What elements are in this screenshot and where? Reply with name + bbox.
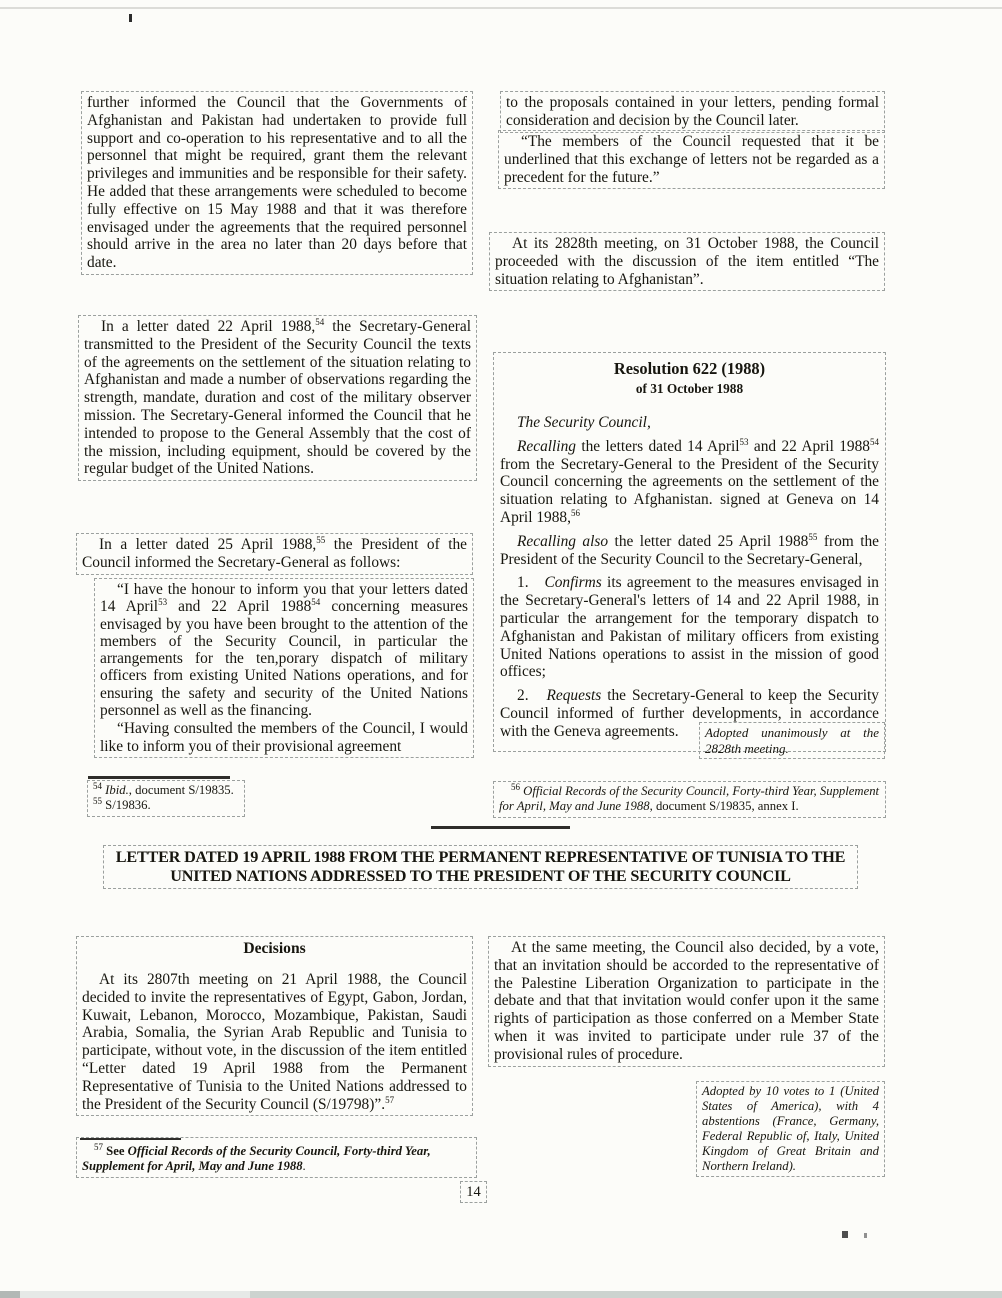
paragraph-2807th-meeting: At its 2807th meeting on 21 April 1988, the Council decided to invite the representatives of Egypt, Gabon, Jordan, Kuwait, Lebanon, Morocco, Mozambique, Pakistan, Saudi Arabia, Somalia, the Syrian Arab Republic and Tunisia to participate, without vote, in the discussion of the item entitled “Letter dated 19 April 1988 from the Permanent Representative of Tunisia to the United Nations addressed to the President of the Security Council (S/19798)”.$^{57}$ xyxy=(82,971,467,1113)
scan-top-edge-line xyxy=(0,7,1002,9)
quote-members-requested xyxy=(498,130,885,189)
resolution-preamble-recalling-also: Recalling also the letter dated 25 April 1988$^{55}$ from the President of the Security Council to the Secretary-General, xyxy=(500,531,879,568)
scan-speck xyxy=(842,1231,848,1238)
resolution-operative-1: 1. Confirms its agreement to the measures envisaged in the Secretary-General's letters of 14 and 22 April 1988, in particular the arrangement for the temporary dispatch to Afghanistan and Pakistan of military officers from existing United Nations operations to assist in the mission of good offices; xyxy=(500,574,879,681)
paragraph-letter-25-april xyxy=(76,533,473,575)
paragraph-text: further informed the Council that the Governments of Afghanistan and Pakistan had undertaken to provide full support and co-operation to his representative and to all the personnel that might be required, grant them the relevant privileges and immunities and be responsible for their safety. He added that these arrangements were scheduled to become fully effective on 15 May 1988 and that it was therefore envisaged under the agreements that the required personnel should arrive in the area no later than 20 days before that date. xyxy=(87,94,467,272)
quote-paragraph: “The members of the Council requested that it be underlined that this exchange of letters not be regarded as a precedent for the future.” xyxy=(504,133,879,186)
footnote-text: $^{57}$ See Official Records of the Security Council, Forty-third Year, Supplement for April, May and June 1988. xyxy=(82,1141,431,1174)
footnote-text: $^{56}$ Official Records of the Security Council, Forty-third Year, Supplement for April, May and June 1988, document S/19835, annex I. xyxy=(499,781,880,814)
section-divider-rule xyxy=(431,826,570,829)
resolution-622-block xyxy=(493,352,886,752)
paragraph-2828th-meeting xyxy=(489,232,885,291)
adoption-text: Adopted by 10 votes to 1 (United States of America), with 4 abstentions (France, Germany, Federal Republic of, Italy, United Kingdom of Great Britain and Northern Ireland). xyxy=(702,1084,879,1173)
blockquote-president-letter xyxy=(94,578,474,758)
heading-line-1: LETTER DATED 19 APRIL 1988 FROM THE PERMANENT REPRESENTATIVE OF TUNISIA TO THE xyxy=(115,848,846,866)
scan-bottom-bar-dark xyxy=(0,1291,20,1298)
adoption-text: Adopted unanimously at the 2828th meeting. xyxy=(705,725,879,756)
footnote-56 xyxy=(493,781,886,818)
page-number-text: 14 xyxy=(466,1184,481,1200)
paragraph-same-meeting-plo xyxy=(488,936,885,1067)
resolution-preamble-opening: The Security Council, xyxy=(517,414,651,431)
paragraph-text: At its 2828th meeting, on 31 October 1988, the Council proceeded with the discussion of the item entitled “The situation relating to Afghanistan”. xyxy=(495,235,879,288)
decisions-heading: Decisions xyxy=(243,940,306,957)
paragraph-text: In a letter dated 22 April 1988,54 the Secretary-General transmitted to the President of the Security Council the texts of the agreements on the settlement of the situation relating to Afghanistan and made a number of observations regarding the strength, mandate, duration and cost of the military observer mission. The Secretary-General informed the Council that he intended to propose to the General Assembly that the cost of the mission, including equipment, should be covered by the regular budget of the United Nations. xyxy=(84,316,472,478)
adopted-by-vote-note xyxy=(696,1081,885,1177)
resolution-operative-2: 2. Requests the Secretary-General to keep the Security Council informed of further developments, in accordance with the Geneva agreements. xyxy=(500,687,879,740)
quote-paragraph: to the proposals contained in your letters, pending formal consideration and decision by the Council later. xyxy=(506,94,879,129)
footnote-57 xyxy=(76,1137,477,1178)
heading-line-2: UNITED NATIONS ADDRESSED TO THE PRESIDENT OF THE SECURITY COUNCIL xyxy=(170,866,791,885)
resolution-preamble-recalling: Recalling the letters dated 14 April$^{53}$ and 22 April 1988$^{54}$ from the Secretary-General to the President of the Security Council concerning the agreements on the settlement of the situation relating to Afghanistan. signed at Geneva on 14 April 1988,56 xyxy=(500,436,879,526)
paragraph-governments-support xyxy=(81,91,473,275)
scan-artifact-mark xyxy=(129,14,132,22)
resolution-title: Resolution 622 (1988) xyxy=(613,359,766,378)
resolution-date: of 31 October 1988 xyxy=(635,381,744,396)
paragraph-text: At the same meeting, the Council also decided, by a vote, that an invitation should be accorded to the representative of the Palestine Liberation Organization to participate in the debate and that that invitation would confer upon it the same rights of participation as those conferred on a Member State when it was invited to participate under rule 37 of the provisional rules of procedure. xyxy=(494,939,879,1063)
adopted-unanimously-note xyxy=(699,722,885,759)
footnote-54: $^{54}$ Ibid., document S/19835. xyxy=(93,780,234,797)
quote-continuation-proposals xyxy=(500,91,885,133)
footnote-separator-rule xyxy=(88,776,230,779)
page-number xyxy=(460,1181,487,1203)
paragraph-text: In a letter dated 25 April 1988,55 the President of the Council informed the Secretary-General as follows: xyxy=(82,534,467,571)
scan-bottom-bar-light xyxy=(20,1291,250,1298)
footnote-55: $^{55}$ S/19836. xyxy=(93,796,151,813)
scan-bottom-bar xyxy=(250,1291,1002,1298)
quote-paragraph: “Having consulted the members of the Council, I would like to inform you of their provisional agreement xyxy=(100,720,468,755)
decisions-block xyxy=(76,936,473,1116)
scan-speck xyxy=(864,1233,867,1238)
paragraph-letter-22-april xyxy=(78,315,477,481)
footnotes-left-column xyxy=(87,780,245,817)
section-heading-letter-tunisia xyxy=(103,845,858,889)
quote-paragraph: “I have the honour to inform you that your letters dated 14 April$^{53}$ and 22 April 1988$^{54}$ concerning measures envisaged by you have been brought to the attention of the members of the Security Council, in particular the arrangements for the ten,porary dispatch of military officers from existing United Nations operations, and for ensuring the safety and security of the United Nations personnel as well as the financing. xyxy=(100,581,468,720)
